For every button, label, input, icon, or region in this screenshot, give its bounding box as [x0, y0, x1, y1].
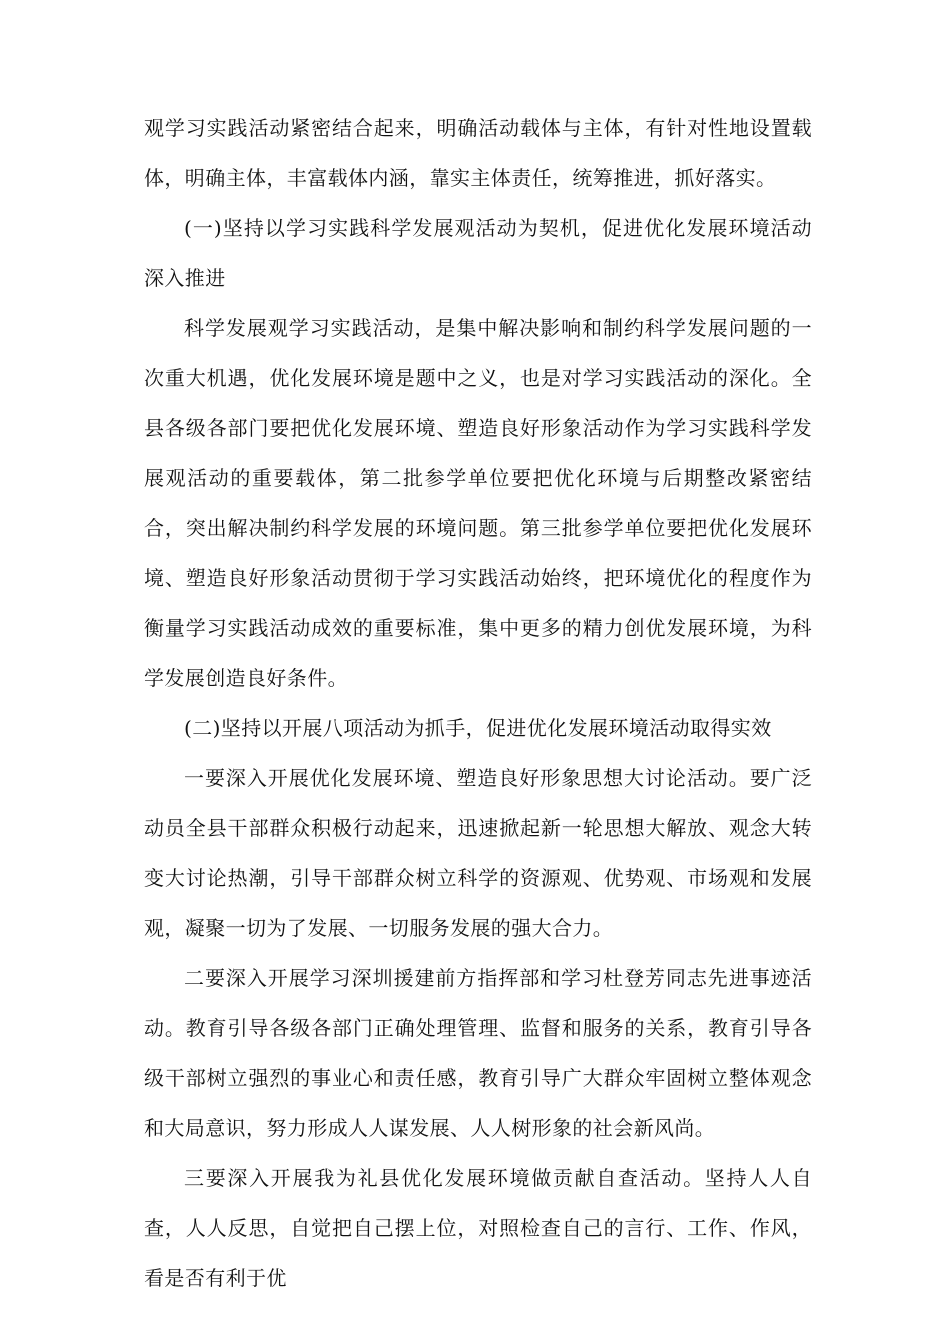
paragraph: 科学发展观学习实践活动，是集中解决影响和制约科学发展问题的一次重大机遇，优化发展环境是题中之义，也是对学习实践活动的深化。全县各级各部门要把优化发展环境、塑造良好形象活动作为学习实践科学发展观活动的重要载体，第二批参学单位要把优化环境与后期整改紧密结合，突出解决制约科学发展的环境问题。第三批参学单位要把优化发展环境、塑造良好形象活动贯彻于学习实践活动始终，把环境优化的程度作为衡量学习实践活动成效的重要标准，集中更多的精力创优发展环境，为科学发展创造良好条件。	[144, 316, 812, 690]
section-heading-1: (一)坚持以学习实践科学发展观活动为契机，促进优化发展环境活动深入推进	[144, 216, 812, 290]
paragraph: 二要深入开展学习深圳援建前方指挥部和学习杜登芳同志先进事迹活动。教育引导各级各部门正确处理管理、监督和服务的关系，教育引导各级干部树立强烈的事业心和责任感，教育引导广大群众牢固树立整体观念和大局意识，努力形成人人谋发展、人人树形象的社会新风尚。	[144, 966, 812, 1140]
paragraph: 三要深入开展我为礼县优化发展环境做贡献自查活动。坚持人人自查，人人反思，自觉把自己摆上位，对照检查自己的言行、工作、作风，看是否有利于优	[144, 1166, 812, 1290]
document-body	[144, 103, 812, 1303]
paragraph-continuation: 观学习实践活动紧密结合起来，明确活动载体与主体，有针对性地设置载体，明确主体，丰富载体内涵，靠实主体责任，统筹推进，抓好落实。	[144, 116, 812, 190]
section-heading-2: (二)坚持以开展八项活动为抓手，促进优化发展环境活动取得实效	[184, 716, 772, 740]
paragraph: 一要深入开展优化发展环境、塑造良好形象思想大讨论活动。要广泛动员全县干部群众积极行动起来，迅速掀起新一轮思想大解放、观念大转变大讨论热潮，引导干部群众树立科学的资源观、优势观、市场观和发展观，凝聚一切为了发展、一切服务发展的强大合力。	[144, 766, 812, 940]
